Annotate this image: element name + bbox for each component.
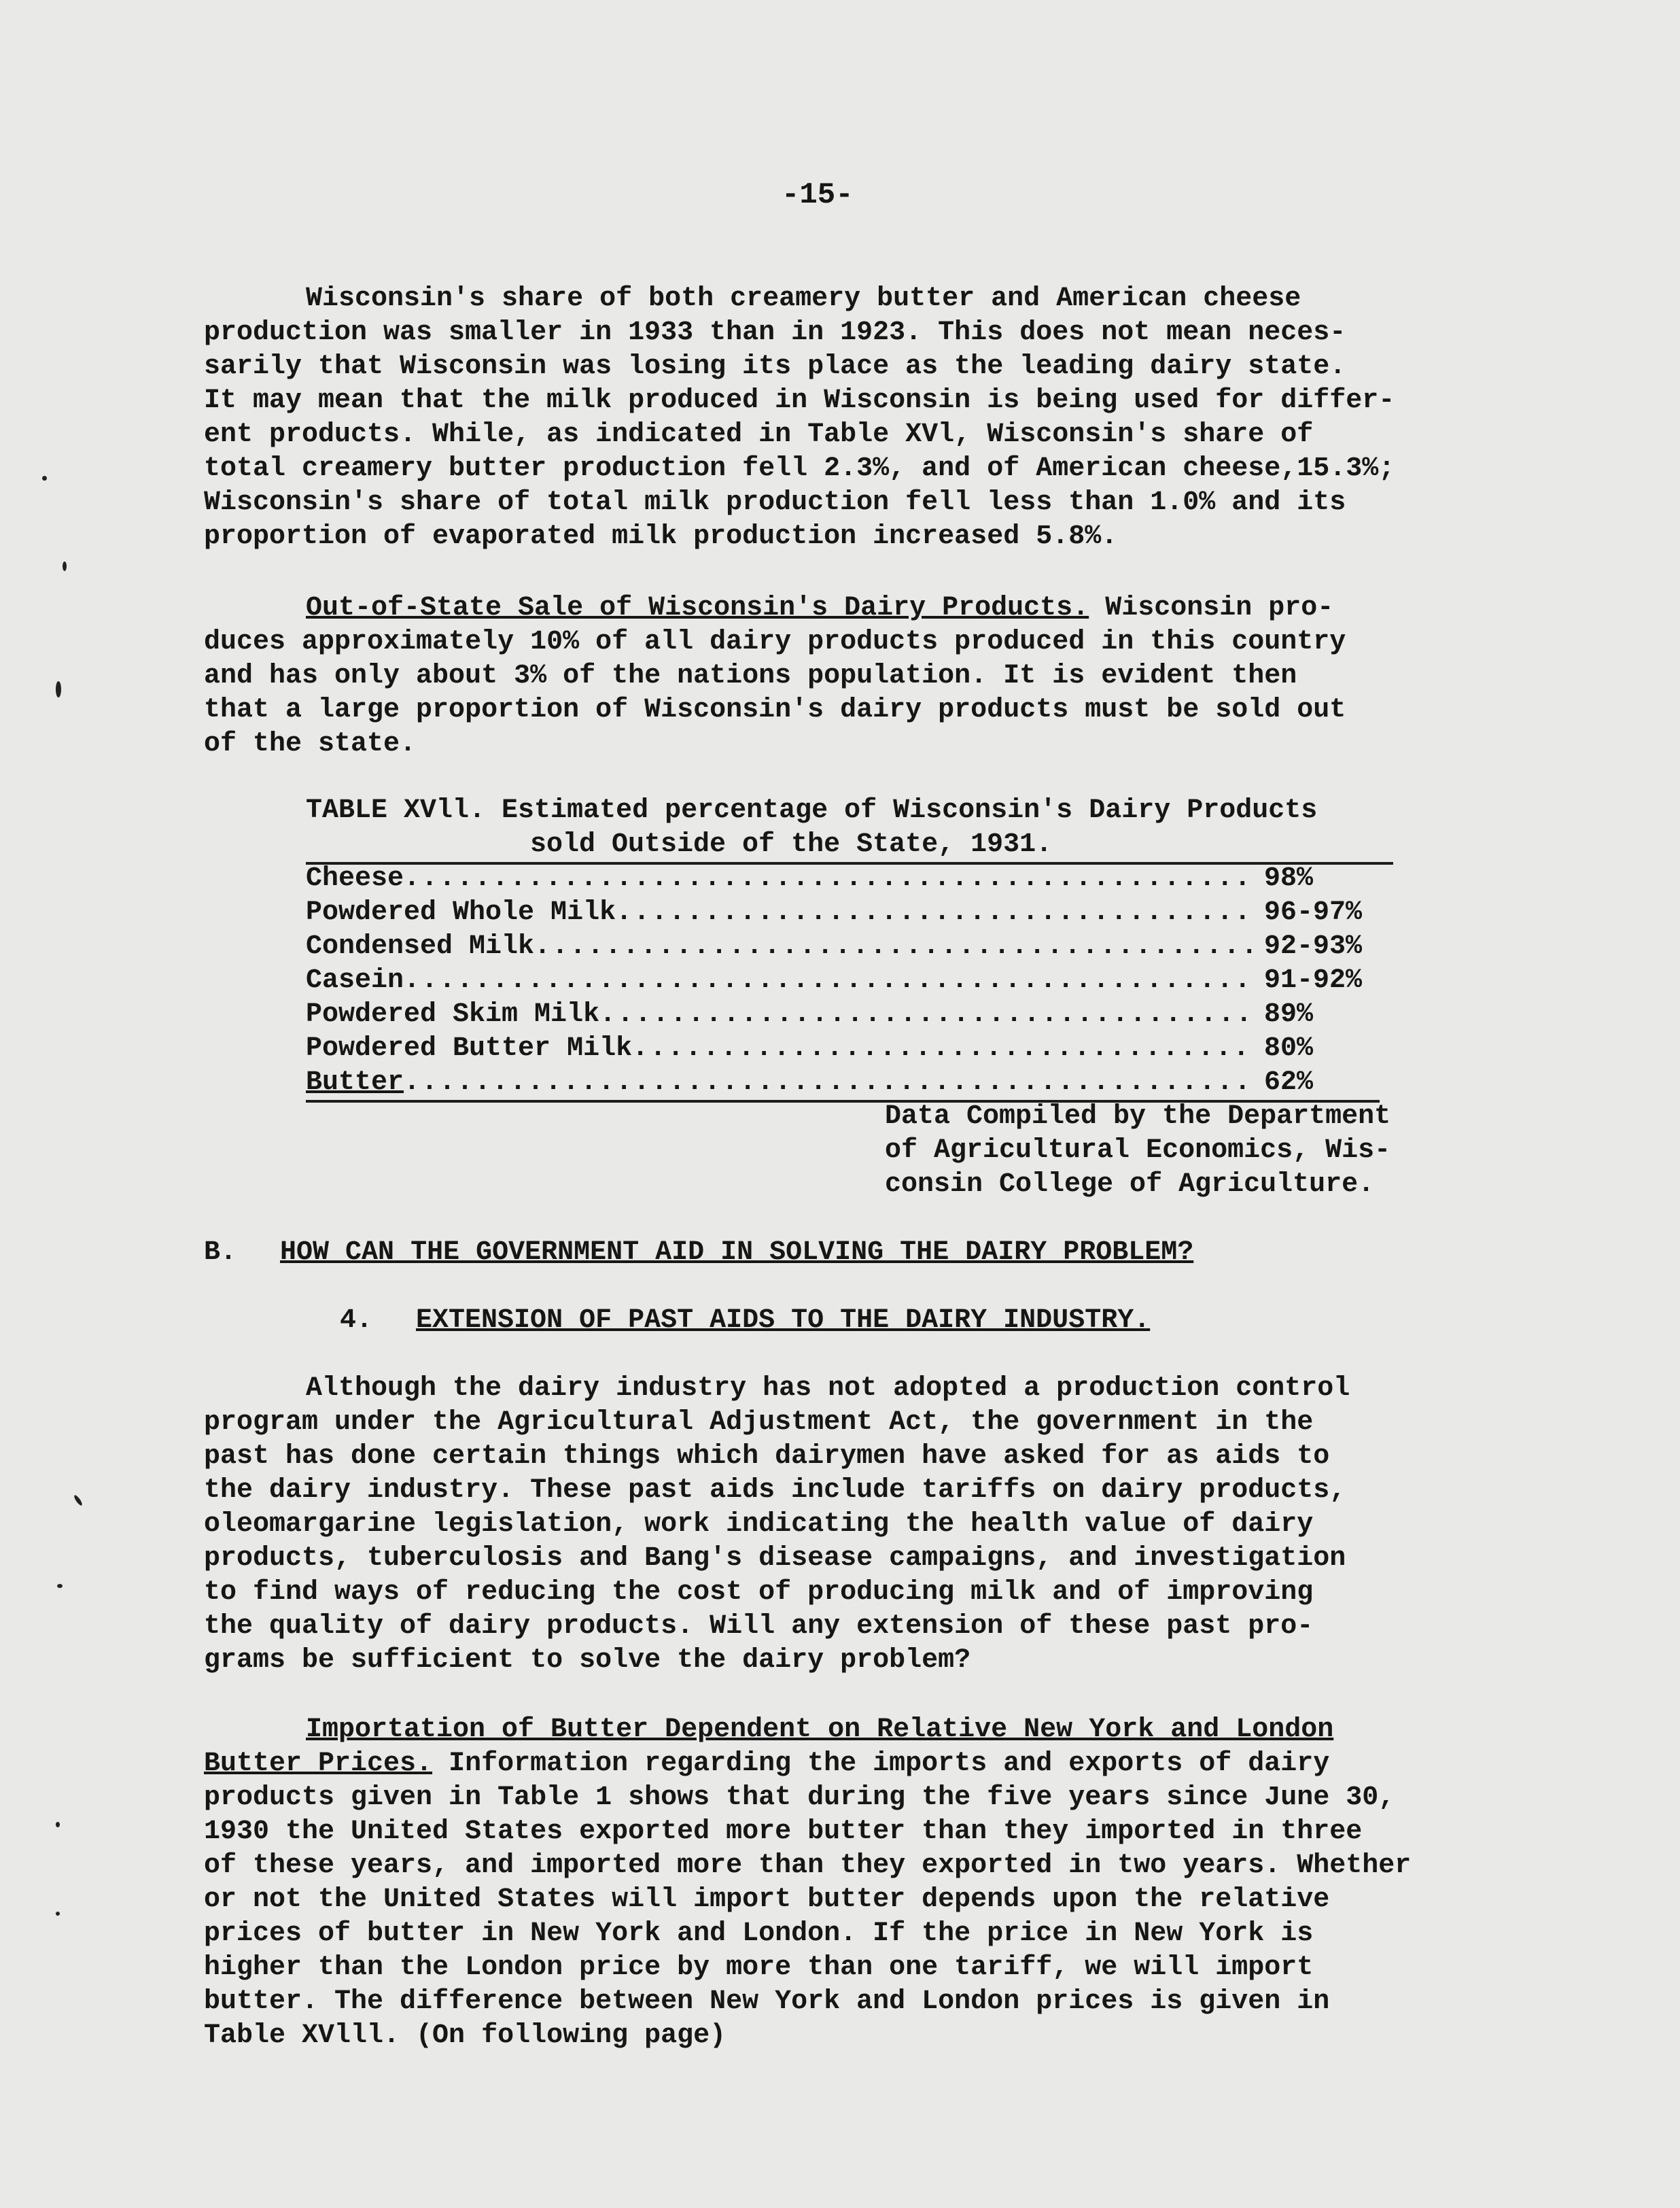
- text-line: program under the Agricultural Adjustment Act, the government in the: [204, 1407, 1314, 1438]
- table-caption-line1: TABLE XVll. Estimated percentage of Wisconsin's Dairy Products: [306, 795, 1318, 826]
- leader-dots: [616, 896, 1255, 930]
- credit-line: Data Compiled by the Department: [885, 1101, 1391, 1132]
- table-row-value: 96-97%: [1264, 897, 1363, 928]
- table-row-value: 92-93%: [1264, 931, 1363, 962]
- table-row-label: Powdered Whole Milk: [306, 897, 616, 928]
- table-row-value: 89%: [1264, 999, 1314, 1030]
- table-row: [306, 862, 1380, 896]
- table-row: [306, 896, 1380, 930]
- text-fragment: Information regarding the imports and exports of dairy: [432, 1748, 1330, 1779]
- leader-dots: [404, 1066, 1255, 1100]
- text-line: the dairy industry. These past aids include tariffs on dairy products,: [204, 1475, 1346, 1506]
- text-line: [204, 1747, 1448, 1781]
- credit-line: of Agricultural Economics, Wis-: [885, 1135, 1391, 1166]
- text-line: prices of butter in New York and London. If the price in New York is: [204, 1918, 1314, 1949]
- table-source-credit: [885, 1100, 1429, 1202]
- paragraph-heading: Importation of Butter Dependent on Relative New York and London: [306, 1714, 1334, 1745]
- table-row-label: Powdered Butter Milk: [306, 1033, 633, 1064]
- paragraph-out-of-state-sale: [204, 591, 1448, 761]
- text-line: or not the United States will import butter depends upon the relative: [204, 1884, 1330, 1915]
- table-row: [306, 964, 1380, 998]
- page-number: -15-: [782, 178, 854, 212]
- table-row: [306, 1032, 1380, 1066]
- text-line: production was smaller in 1933 than in 1923. This does not mean neces-: [204, 317, 1346, 348]
- text-line: to find ways of reducing the cost of producing milk and of improving: [204, 1577, 1314, 1608]
- scan-speck: [73, 1494, 83, 1506]
- scan-speck: [57, 1584, 63, 1588]
- scan-speck: [56, 681, 61, 697]
- text-line: ent products. While, as indicated in Table XVl, Wisconsin's share of: [204, 419, 1314, 450]
- paragraph-heading: Out-of-State Sale of Wisconsin's Dairy Products.: [306, 593, 1089, 623]
- text-line: sarily that Wisconsin was losing its place as the leading dairy state.: [204, 351, 1346, 382]
- text-line: products, tuberculosis and Bang's disease campaigns, and investigation: [204, 1543, 1346, 1574]
- text-line: products given in Table 1 shows that during the five years since June 30,: [204, 1782, 1395, 1813]
- leader-dots: [534, 930, 1255, 964]
- table-row-label: Butter: [306, 1067, 404, 1098]
- paragraph-heading: Butter Prices.: [204, 1748, 433, 1779]
- credit-line: consin College of Agriculture.: [885, 1169, 1375, 1200]
- leader-dots: [599, 998, 1255, 1032]
- text-line: total creamery butter production fell 2.3%, and of American cheese,15.3%;: [204, 453, 1395, 484]
- text-line: duces approximately 10% of all dairy products produced in this country: [204, 627, 1346, 657]
- table-row-label: Cheese: [306, 863, 404, 894]
- text-line: butter. The difference between New York and London prices is given in: [204, 1986, 1330, 2017]
- table-row: [306, 998, 1380, 1032]
- section-letter: B.: [204, 1237, 237, 1268]
- leader-dots: [632, 1032, 1255, 1066]
- text-line: grams be sufficient to solve the dairy problem?: [204, 1645, 971, 1676]
- section-title: EXTENSION OF PAST AIDS TO THE DAIRY INDUSTRY.: [416, 1305, 1151, 1336]
- leader-dots: [404, 862, 1255, 896]
- section-title: HOW CAN THE GOVERNMENT AID IN SOLVING THE DAIRY PROBLEM?: [280, 1237, 1194, 1268]
- text-line: the quality of dairy products. Will any extension of these past pro-: [204, 1611, 1314, 1642]
- text-fragment: Wisconsin pro-: [1089, 593, 1334, 623]
- text-line: Although the dairy industry has not adopted a production control: [306, 1373, 1350, 1404]
- text-line: that a large proportion of Wisconsin's dairy products must be sold out: [204, 695, 1346, 725]
- table-row-value: 62%: [1264, 1067, 1314, 1098]
- table-row: [306, 930, 1380, 964]
- table-caption: [306, 794, 1393, 865]
- table-row-value: 80%: [1264, 1033, 1314, 1064]
- section-b-heading: [204, 1236, 1193, 1270]
- text-line: oleomargarine legislation, work indicating the health value of dairy: [204, 1509, 1314, 1540]
- scan-speck: [56, 1822, 60, 1827]
- paragraph-importation-of-butter: [204, 1713, 1448, 2053]
- text-line: [204, 591, 1448, 625]
- table-row-label: Casein: [306, 965, 404, 996]
- scan-speck: [63, 562, 67, 571]
- dairy-products-table: [306, 862, 1380, 1103]
- text-line: Table XVlll. (On following page): [204, 2020, 727, 2051]
- text-line: Wisconsin's share of both creamery butter and American cheese: [306, 283, 1301, 314]
- text-line: higher than the London price by more than one tariff, we will import: [204, 1952, 1314, 1983]
- text-line: past has done certain things which dairymen have asked for as aids to: [204, 1441, 1330, 1472]
- scan-speck: [42, 476, 47, 481]
- leader-dots: [404, 964, 1255, 998]
- table-row-value: 91-92%: [1264, 965, 1363, 996]
- paragraph-past-aids: [204, 1372, 1448, 1678]
- text-line: proportion of evaporated milk production increased 5.8%.: [204, 521, 1118, 552]
- table-row: [306, 1066, 1380, 1103]
- text-line: Wisconsin's share of total milk production fell less than 1.0% and its: [204, 487, 1346, 518]
- table-row-label: Powdered Skim Milk: [306, 999, 600, 1030]
- paragraph-wisconsin-share: [204, 282, 1448, 554]
- scan-speck: [56, 1912, 60, 1916]
- section-4-heading: [340, 1304, 1150, 1338]
- table-row-value: 98%: [1264, 863, 1314, 894]
- table-caption-line2: sold Outside of the State, 1931.: [306, 828, 1393, 865]
- text-line: of these years, and imported more than they exported in two years. Whether: [204, 1850, 1412, 1881]
- table-row-label: Condensed Milk: [306, 931, 535, 962]
- text-line: It may mean that the milk produced in Wisconsin is being used for differ-: [204, 385, 1395, 416]
- text-line: and has only about 3% of the nations population. It is evident then: [204, 661, 1297, 691]
- text-line: 1930 the United States exported more butter than they imported in three: [204, 1816, 1363, 1847]
- text-line: of the state.: [204, 729, 417, 759]
- section-number: 4.: [340, 1305, 373, 1336]
